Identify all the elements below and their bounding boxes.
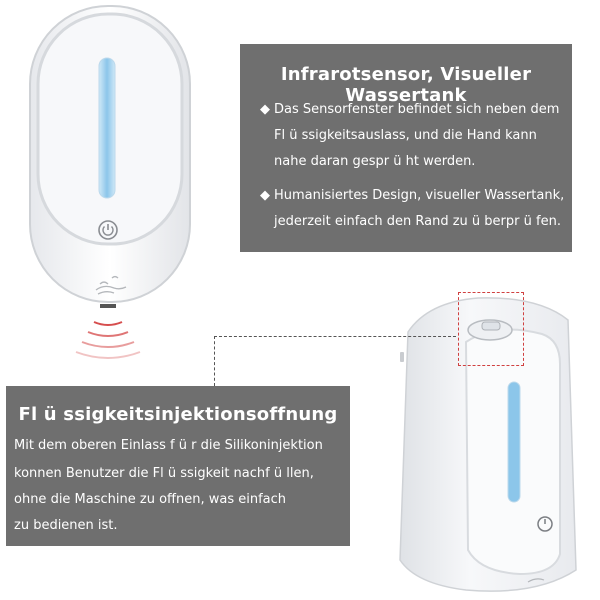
text-line: Mit dem oberen Einlass f ü r die Silikoninjektion xyxy=(14,438,323,453)
text-line: zu bedienen ist. xyxy=(14,518,118,533)
diamond-bullet-icon: ◆ xyxy=(260,188,270,203)
feature-panel-inlet xyxy=(6,386,350,546)
water-tank-window xyxy=(99,58,115,198)
text-line: ohne die Maschine zu offnen, was einfach xyxy=(14,492,287,507)
bullet-line: ◆ Das Sensorfenster befindet sich neben dem xyxy=(260,102,560,117)
bullet-line: jederzeit einfach den Rand zu ü berpr ü fen. xyxy=(274,214,561,229)
bullet-line: Fl ü ssigkeitsauslass, und die Hand kann xyxy=(274,128,537,143)
panel-title: Fl ü ssigkeitsinjektionsoffnung xyxy=(18,404,338,425)
bullet-line: nahe daran gespr ü ht werden. xyxy=(274,154,476,169)
diamond-bullet-icon: ◆ xyxy=(260,102,270,117)
dispenser-front-image xyxy=(0,0,240,380)
bullet-line: ◆ Humanisiertes Design, visueller Wassertank, xyxy=(260,188,565,203)
connector-line-vertical xyxy=(214,336,215,386)
connector-line-horizontal xyxy=(214,336,456,337)
feature-panel-infrared xyxy=(240,44,572,252)
text-line: konnen Benutzer die Fl ü ssigkeit nachf ü llen, xyxy=(14,466,314,481)
panel-title: Infrarotsensor, Visueller Wassertank xyxy=(280,64,532,106)
water-tank-window-side xyxy=(508,382,520,502)
inlet-highlight-box xyxy=(458,292,524,366)
infrared-waves-icon xyxy=(76,322,140,358)
